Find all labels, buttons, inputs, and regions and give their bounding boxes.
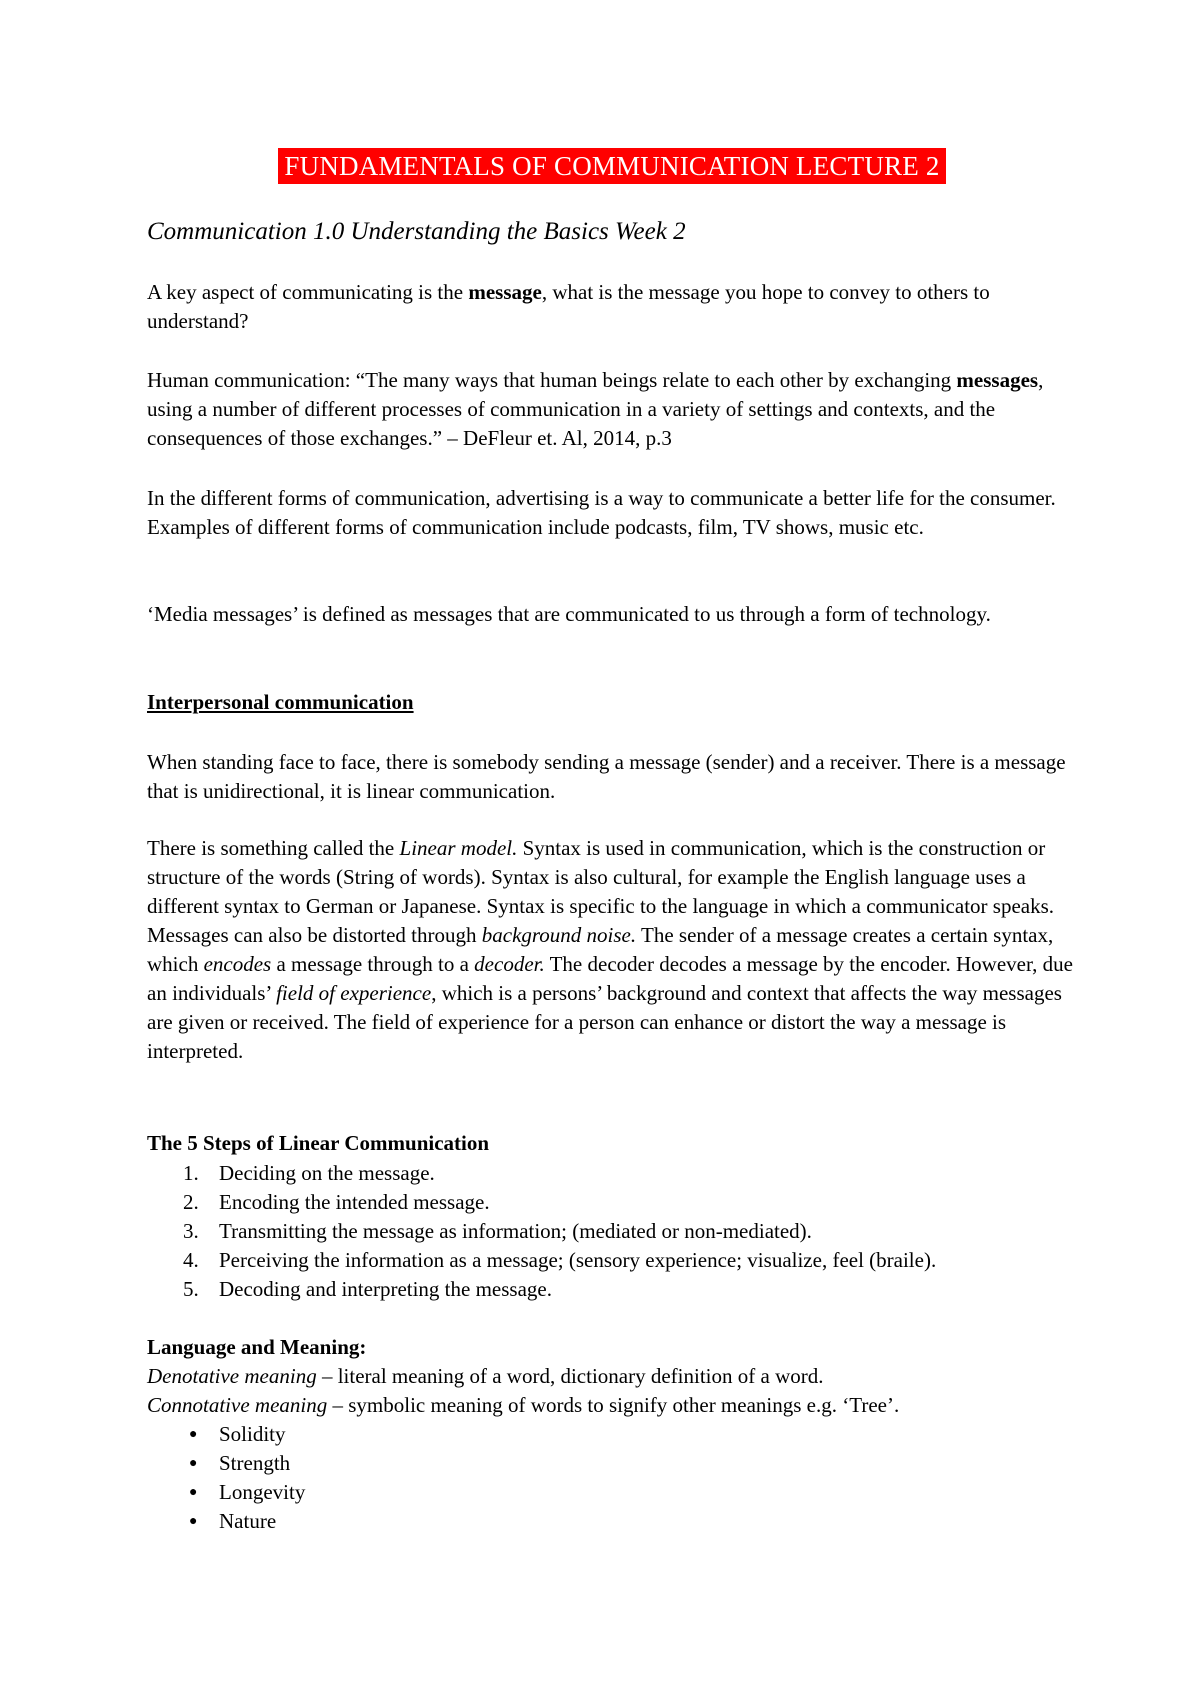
text-run: Syntax is used in communication, which is the construction or structure of the words (String of words). Syntax is also cultural, for example the English language uses a different syntax to German or Japanese. Syntax is specific to the language in which a communicator speaks. Messages can also be distorted through <box>147 836 1055 947</box>
italic-term: Denotative meaning <box>147 1364 317 1388</box>
italic-term: Linear model. <box>399 836 518 860</box>
text-run: a message through to a <box>271 952 475 976</box>
list-text: Deciding on the message. <box>219 1161 435 1185</box>
italic-term: field of experience <box>276 981 432 1005</box>
list-text: Longevity <box>219 1480 306 1504</box>
list-item <box>147 1478 305 1507</box>
text-run: The decoder decodes a message by the encoder. However, due an individuals’ <box>147 952 1073 1005</box>
list-item <box>147 1217 936 1246</box>
list-item <box>147 1188 936 1217</box>
list-item <box>147 1420 305 1449</box>
text-run: Human communication: “The many ways that human beings relate to each other by exchanging <box>147 368 957 392</box>
paragraph-human-communication <box>147 366 1077 453</box>
list-text: Strength <box>219 1451 291 1475</box>
list-item <box>147 1449 305 1478</box>
text-run: The sender of a message creates a certain syntax, which <box>147 923 1054 976</box>
document-title: FUNDAMENTALS OF COMMUNICATION LECTURE 2 <box>278 148 945 184</box>
heading-steps: The 5 Steps of Linear Communication <box>147 1131 490 1155</box>
text-run: , what is the message you hope to convey to others to understand? <box>147 280 990 333</box>
list-number: 2. <box>183 1190 199 1214</box>
italic-term: background noise. <box>481 923 637 947</box>
title-wrapper <box>147 148 1077 184</box>
list-item <box>147 1275 936 1304</box>
steps-list <box>147 1159 936 1304</box>
heading-interpersonal: Interpersonal communication <box>147 690 414 714</box>
bullet-icon: ● <box>189 1485 198 1500</box>
bold-term: messages <box>956 368 1039 392</box>
italic-term: Connotative meaning <box>147 1393 328 1417</box>
text-run: – symbolic meaning of words to signify other meanings e.g. ‘Tree’. <box>327 1393 900 1417</box>
paragraph-face-to-face: When standing face to face, there is somebody sending a message (sender) and a receiver. There is a message that is unidirectional, it is linear communication. <box>147 750 1066 803</box>
heading-language-meaning: Language and Meaning: <box>147 1335 367 1359</box>
paragraph-media-messages: ‘Media messages’ is defined as messages that are communicated to us through a form of technology. <box>147 602 991 626</box>
bullet-list <box>147 1420 305 1536</box>
bullet-icon: ● <box>189 1456 198 1471</box>
document-subtitle: Communication 1.0 Understanding the Basics Week 2 <box>147 218 686 245</box>
list-text: Encoding the intended message. <box>219 1190 490 1214</box>
text-run: – literal meaning of a word, dictionary definition of a word. <box>316 1364 824 1388</box>
list-number: 4. <box>183 1248 199 1272</box>
definition-denotative <box>147 1362 1077 1391</box>
text-run: , using a number of different processes of communication in a variety of settings and contexts, and the consequences of those exchanges.” – DeFleur et. Al, 2014, p.3 <box>147 368 1044 450</box>
list-text: Decoding and interpreting the message. <box>219 1277 552 1301</box>
list-text: Nature <box>219 1509 277 1533</box>
text-run: , which is a persons’ background and context that affects the way messages are given or received. The field of experience for a person can enhance or distort the way a message is interpreted. <box>147 981 1062 1063</box>
bold-term: message <box>468 280 542 304</box>
list-number: 5. <box>183 1277 199 1301</box>
list-text: Solidity <box>219 1422 286 1446</box>
bullet-icon: ● <box>189 1514 198 1529</box>
italic-term: encodes <box>203 952 272 976</box>
definition-connotative <box>147 1391 1077 1420</box>
text-run: There is something called the <box>147 836 400 860</box>
list-text: Transmitting the message as information; (mediated or non-mediated). <box>219 1219 812 1243</box>
paragraph-message <box>147 278 1077 336</box>
list-number: 1. <box>183 1161 199 1185</box>
list-item <box>147 1159 936 1188</box>
list-number: 3. <box>183 1219 199 1243</box>
list-item <box>147 1246 936 1275</box>
list-item <box>147 1507 305 1536</box>
list-text: Perceiving the information as a message; (sensory experience; visualize, feel (braile). <box>219 1248 937 1272</box>
text-run: A key aspect of communicating is the <box>147 280 469 304</box>
bullet-icon: ● <box>189 1427 198 1442</box>
paragraph-linear-model <box>147 834 1077 1066</box>
paragraph-forms: In the different forms of communication, advertising is a way to communicate a better life for the consumer. Examples of different forms of communication include podcasts, film, TV shows, music etc. <box>147 486 1056 539</box>
italic-term: decoder. <box>474 952 545 976</box>
